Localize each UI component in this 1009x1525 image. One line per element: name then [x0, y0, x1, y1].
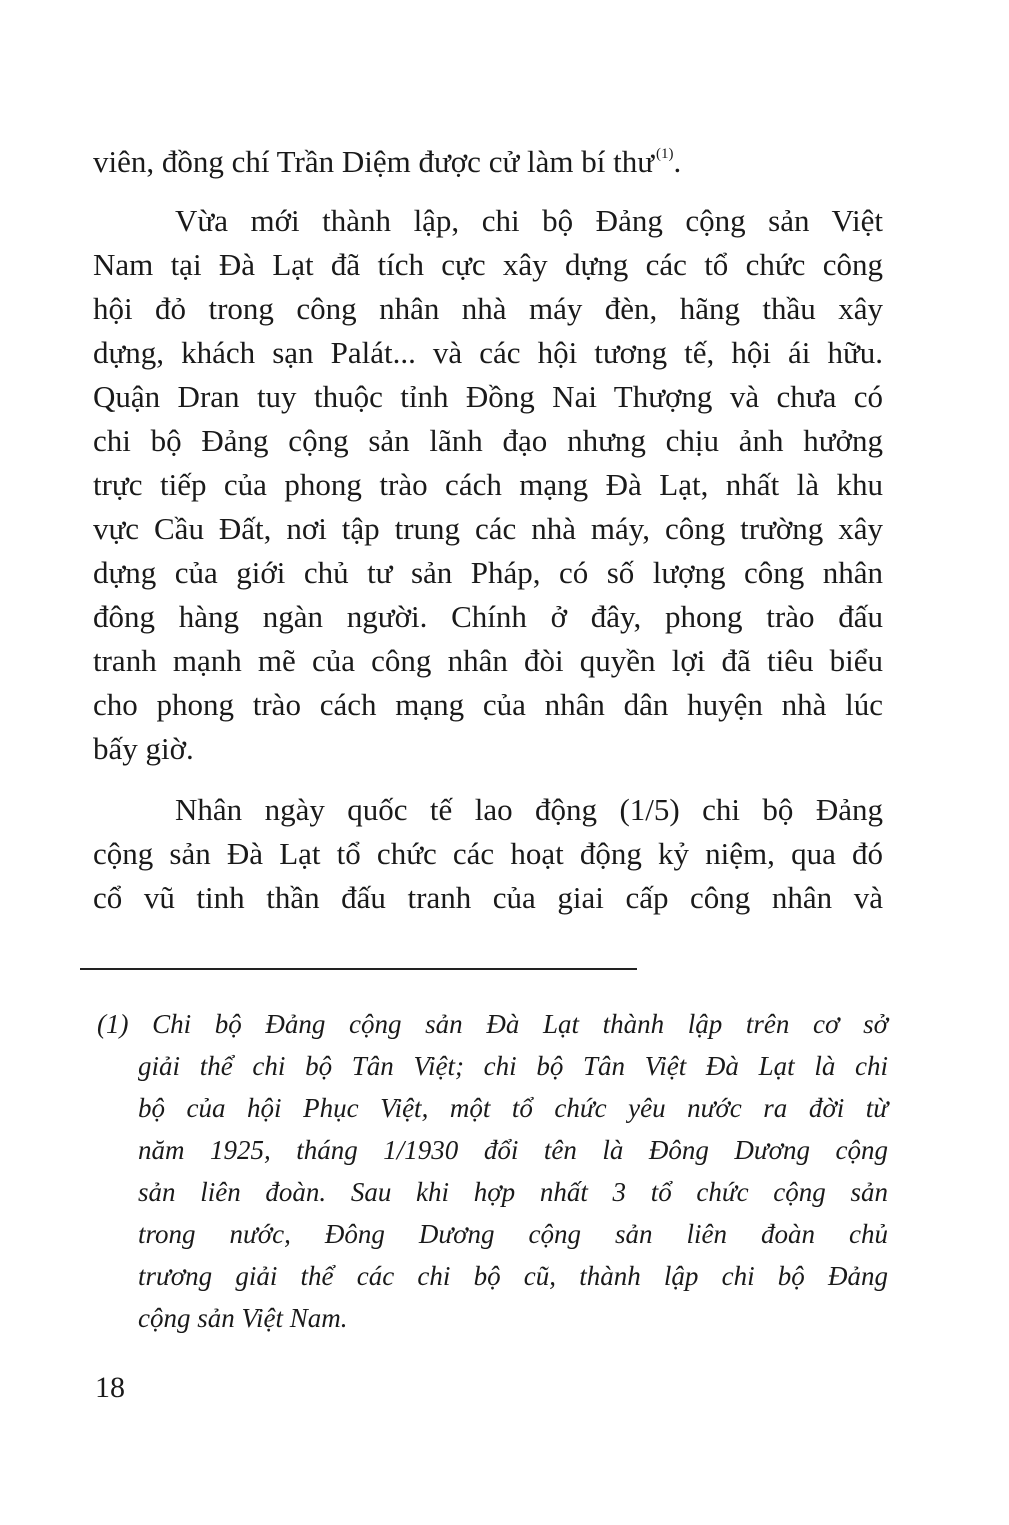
- body-line: bấy giờ.: [93, 731, 194, 766]
- body-line: [93, 134, 883, 182]
- body-line: trực tiếp của phong trào cách mạng Đà Lạt, nhất là khu: [93, 467, 883, 502]
- footnote-line: cộng sản Việt Nam.: [138, 1303, 348, 1333]
- body-line: Quận Dran tuy thuộc tỉnh Đồng Nai Thượng và chưa có: [93, 379, 883, 414]
- footnote-line: bộ của hội Phục Việt, một tổ chức yêu nước ra đời từ: [138, 1093, 888, 1123]
- footnote-reference: (1): [656, 146, 674, 162]
- body-line: cộng sản Đà Lạt tổ chức các hoạt động kỷ niệm, qua đó: [93, 836, 883, 871]
- footnote-separator: [80, 968, 637, 970]
- body-line: đông hàng ngàn người. Chính ở đây, phong trào đấu: [93, 599, 883, 634]
- body-line: Vừa mới thành lập, chi bộ Đảng cộng sản Việt: [175, 203, 883, 238]
- sentence-end: .: [673, 144, 682, 179]
- footnote-line: trong nước, Đông Dương cộng sản liên đoàn chủ: [138, 1219, 888, 1249]
- body-line: dựng, khách sạn Palát... và các hội tương tế, hội ái hữu.: [93, 335, 883, 370]
- body-line: cổ vũ tinh thần đấu tranh của giai cấp công nhân và: [93, 880, 883, 915]
- body-line: cho phong trào cách mạng của nhân dân huyện nhà lúc: [93, 687, 883, 722]
- body-line: tranh mạnh mẽ của công nhân đòi quyền lợi đã tiêu biểu: [93, 643, 883, 678]
- body-line: dựng của giới chủ tư sản Pháp, có số lượng công nhân: [93, 555, 883, 590]
- footnote-line: năm 1925, tháng 1/1930 đổi tên là Đông Dương cộng: [138, 1135, 888, 1165]
- body-line: vực Cầu Đất, nơi tập trung các nhà máy, công trường xây: [93, 511, 883, 546]
- footnote-line: giải thể chi bộ Tân Việt; chi bộ Tân Việt Đà Lạt là chi: [138, 1051, 888, 1081]
- body-line: Nhân ngày quốc tế lao động (1/5) chi bộ Đảng: [175, 792, 883, 827]
- footnote-line: trương giải thể các chi bộ cũ, thành lập chi bộ Đảng: [138, 1261, 888, 1291]
- footnote-line: (1) Chi bộ Đảng cộng sản Đà Lạt thành lập trên cơ sở: [97, 1009, 888, 1039]
- page-number: 18: [95, 1371, 125, 1404]
- body-line: hội đỏ trong công nhân nhà máy đèn, hãng thầu xây: [93, 291, 883, 326]
- body-line: Nam tại Đà Lạt đã tích cực xây dựng các tổ chức công: [93, 247, 883, 282]
- body-line: chi bộ Đảng cộng sản lãnh đạo nhưng chịu ảnh hưởng: [93, 423, 883, 458]
- body-line-text: viên, đồng chí Trần Diệm được cử làm bí thư: [93, 144, 655, 179]
- footnote-line: sản liên đoàn. Sau khi hợp nhất 3 tổ chức cộng sản: [138, 1177, 888, 1207]
